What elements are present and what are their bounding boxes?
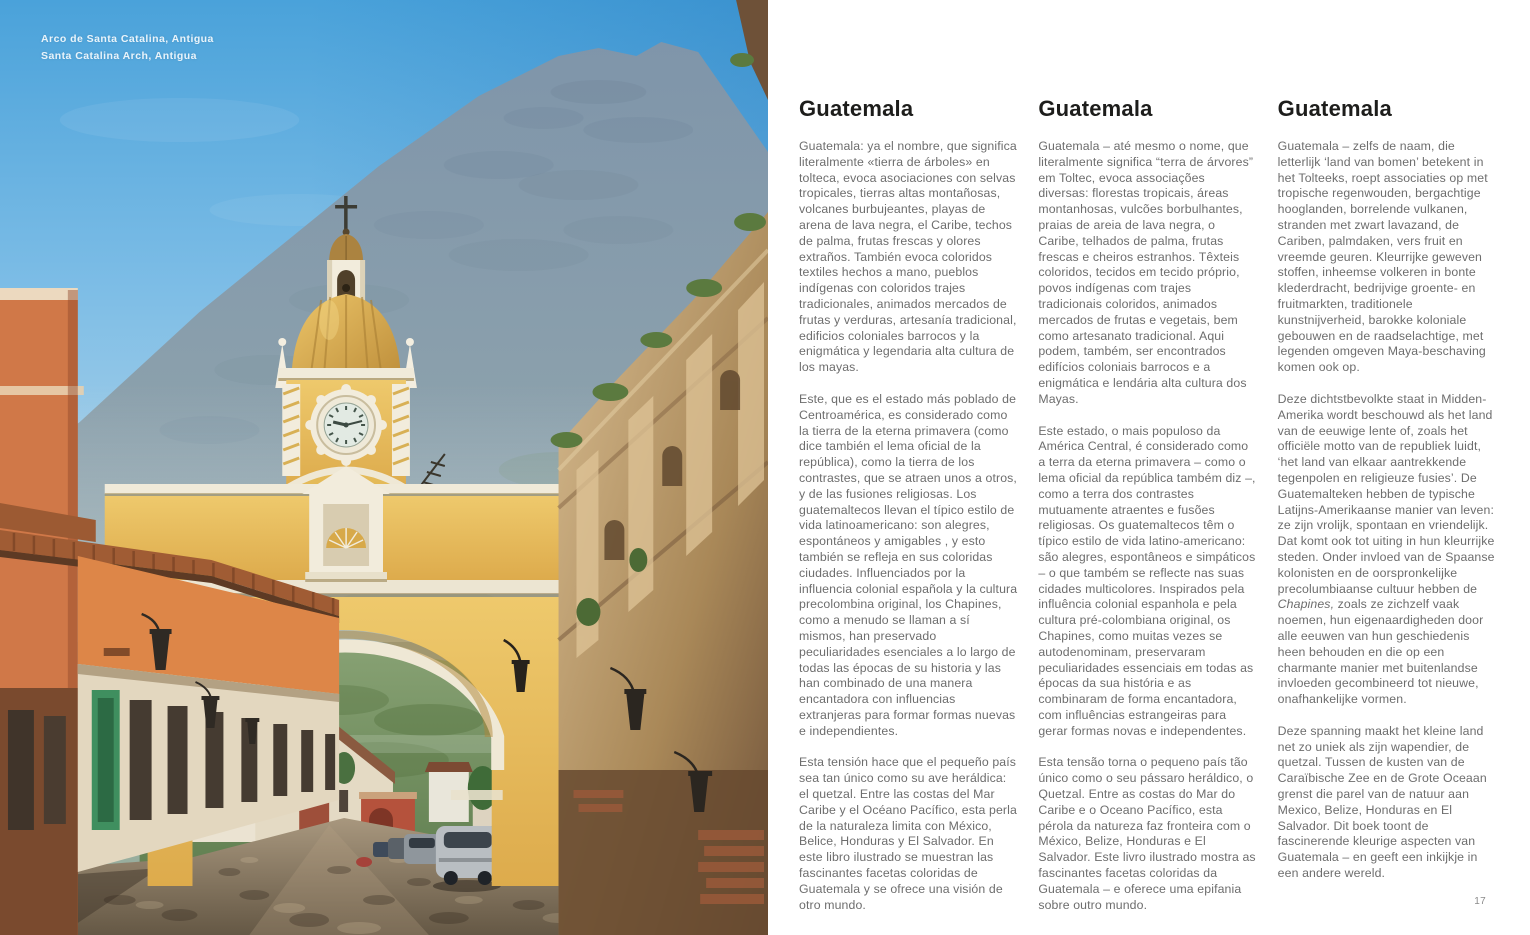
paragraph: Este, que es el estado más poblado de Centroamérica, es considerado como la tierra de la eterna primavera (como dice también el lema oficial de la república), como la tierra de los contrastes, que se atraen unos a otros, y de las fusiones religiosas. Los guatemaltecos llevan el típico estilo de vida latinoamericano: son alegres, espontáneos y amigables , y esto también se refleja en sus coloridas ciudades. Influenciados por la influencia colonial española y la cultura precolombina original, los Chapines, como a menudo se llaman a sí mismos, han preservado peculiaridades esenciales a lo largo de todas las épocas de su historia y las han combinado de una manera encantadora con influencias extranjeras para formar formas nuevas e independientes. bbox=[799, 391, 1018, 738]
bell bbox=[342, 284, 350, 292]
column-body bbox=[799, 139, 1018, 913]
photo-caption bbox=[41, 31, 214, 65]
column-dutch bbox=[1278, 96, 1497, 929]
paragraph: Deze spanning maakt het kleine land net zo uniek als zijn wapendier, de quetzal. Tussen de kusten van de Caraïbische Zee en de Grote Oceaan grenst die parel van de natuur aan Mexico, Belize, Honduras en El Salvador. Dit boek toont de fascinerende kleurige aspecten van Guatemala – en geeft een inkijkje in een andere wereld. bbox=[1277, 723, 1487, 881]
caption-line-2: Santa Catalina Arch, Antigua bbox=[41, 50, 197, 62]
paragraph: Guatemala: ya el nombre, que significa literalmente «tierra de árboles» en tolteca, evoca asociaciones con selvas tropicales, tierras altas montañosas, volcanes burbujeantes, playas de arena de lava negra, el Caribe, techos de palma, frutas frescas y olores extraños. También evoca coloridos textiles hechos a mano, pueblos indígenas con coloridos trajes tradicionales, animados mercados de frutas y verduras, artesanía tradicional, edificios coloniales barrocos y la enigmática y legendaria alta cultura de los mayas. bbox=[799, 139, 1017, 375]
paragraph: Esta tensión hace que el pequeño país sea tan único como su ave heráldica: el quetzal. Entre las costas del Mar Caribe y el Océano Pacífico, esta perla de la naturaleza limita con México, Belice, Honduras y El Salvador. En este libro ilustrado se muestran las fascinantes facetas coloridas de Guatemala y se ofrece una visión de otro mundo. bbox=[799, 755, 1017, 912]
paragraph: Deze dichtstbevolkte staat in Midden-Amerika wordt beschouwd als het land van de eeuwige lente of, zoals het officiële motto van de republiek luidt, ‘het land van elkaar aantrekkende tegenpolen en religieuze fusies’. De Guatemalteken hebben de typische Latijns-Amerikaanse manier van leven: ze zijn vrolijk, spontaan en vriendelijk. Dat komt ook tot uiting in hun kleurrijke steden. Onder invloed van de Spaanse kolonisten en de oorspronkelijke precolumbiaanse cultuur hebben de Chapines, zoals ze zichzelf vaak noemen, hun eigenaardigheden door alle eeuwen van hun geschiedenis heen behouden en die op een charmante manier met buitenlandse invloeden gecombineerd tot nieuwe, onafhankelijke vormen. bbox=[1277, 391, 1495, 707]
column-heading: Guatemala bbox=[1038, 96, 1153, 121]
wall-sign bbox=[104, 648, 130, 656]
paragraph: Este estado, o mais populoso da América Central, é considerado como a terra da eterna primavera – como o lema oficial da república também diz –, como a terra dos contrastes mutuamente atraentes e fusões religiosas. Os guatemaltecos têm o típico estilo de vida latino-americano: são alegres, espontâneos e simpáticos – o que também se reflecte nas suas cidades multicolores. Inspirados pela influência colonial espanhola e pela cultura pré-colombiana original, os Chapines, como muitas vezes se autodenominam, preservaram peculiaridades essenciais em todas as épocas da sua história e as combinaram de forma encantadora, com influências estrangeiras para gerar formas novas e independentes. bbox=[1038, 423, 1256, 738]
page-number: 17 bbox=[1474, 896, 1486, 907]
column-heading: Guatemala bbox=[799, 96, 914, 121]
text-columns bbox=[799, 96, 1497, 929]
text-page bbox=[768, 0, 1530, 935]
column-body bbox=[1038, 139, 1257, 913]
column-body bbox=[1278, 139, 1497, 882]
column-heading: Guatemala bbox=[1277, 96, 1392, 121]
caption-line-1: Arco de Santa Catalina, Antigua bbox=[41, 33, 214, 45]
paragraph: Guatemala – zelfs de naam, die letterlijk ‘land van bomen’ betekent in het Tolteeks, roept associaties op met tropische regenwouden, bergachtige hooglanden, borrelende vulkanen, stranden met zwart lavazand, de Cariben, palmdaken, vers fruit en vreemde geuren. Kleurrijke geweven stoffen, inheemse volkeren in bonte klederdracht, bedrijvige groente- en fruitmarkten, traditionele kunstnijverheid, barokke koloniale gebouwen en de raadselachtige, met legenden omgeven Maya-beschaving komen ook op. bbox=[1277, 139, 1488, 375]
paragraph: Esta tensão torna o pequeno país tão único como o seu pássaro heráldico, o Quetzal. Entre as costas do Mar do Caribe e o Oceano Pacífico, esta pérola da natureza faz fronteira com o México, Belize, Honduras e El Salvador. Este livro ilustrado mostra as fascinantes facetas coloridas da Guatemala – e oferece uma epifania sobre outro mundo. bbox=[1038, 755, 1256, 912]
column-spanish bbox=[799, 96, 1018, 929]
paragraph: Guatemala – até mesmo o nome, que literalmente significa “terra de árvores” em Toltec, evoca associações diversas: florestas tropicais, áreas montanhosas, vulcões borbulhantes, praias de areia de lava negra, o Caribe, telhados de palma, frutas frescas e cheiros estranhos. Têxteis coloridos, tecidos em tecido próprio, povos indígenas com trajes tradicionais coloridos, animados mercados de frutas e vegetais, bem como artesanato tradicional. Aqui podem, também, ser encontrados edifícios coloniais barrocos e a enigmática e lendária alta cultura dos Mayas. bbox=[1038, 139, 1254, 406]
column-portuguese bbox=[1038, 96, 1257, 929]
